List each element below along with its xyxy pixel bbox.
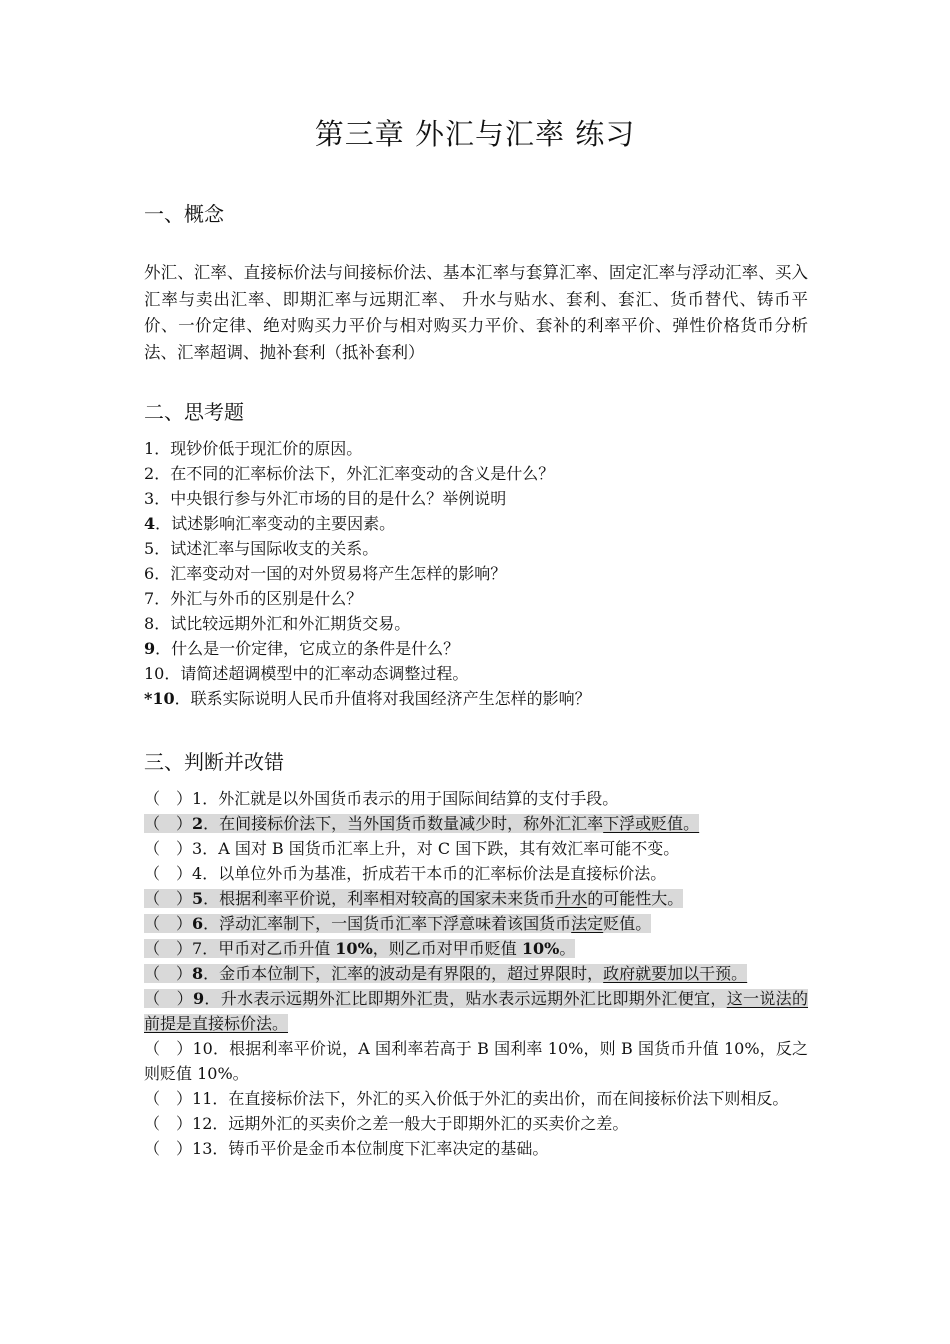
list-item	[144, 486, 808, 511]
list-item	[144, 661, 808, 686]
answer-bracket: （ ）	[144, 914, 193, 933]
list-item	[144, 886, 808, 911]
item-text-tail: 。	[559, 939, 576, 958]
list-item	[144, 511, 808, 536]
item-number: 8	[192, 964, 204, 983]
item-text: ．试比较远期外汇和外汇期货交易。	[154, 614, 411, 633]
item-number: 8	[144, 614, 155, 633]
list-item	[144, 561, 808, 586]
item-number: 2	[192, 814, 204, 833]
percent-value: 10%	[521, 939, 560, 958]
list-item	[144, 586, 808, 611]
list-item	[144, 786, 808, 811]
item-text: ．试述汇率与国际收支的关系。	[154, 539, 379, 558]
item-text: ．根据利率平价说，A 国利率若高于 B 国利率 10%，则 B 国货币升值 10%，反之则贬值 10%。	[144, 1039, 808, 1083]
list-item	[144, 986, 808, 1036]
item-number: 7	[144, 589, 155, 608]
list-item	[144, 861, 808, 886]
list-item	[144, 1036, 808, 1086]
underlined-error: 法定	[571, 914, 604, 933]
item-text-mid: ，则乙币对甲币贬值	[372, 939, 522, 958]
item-number: 13	[192, 1139, 213, 1158]
item-number: 12	[192, 1114, 213, 1133]
item-number: 10	[192, 1039, 213, 1058]
judgement-list	[144, 786, 808, 1161]
item-text: ．在直接标价法下，外汇的买入价低于外汇的卖出价，而在间接标价法下则相反。	[212, 1089, 789, 1108]
item-number: 6	[144, 564, 155, 583]
underlined-error: 政府就要加以干预。	[603, 964, 748, 983]
answer-bracket: （ ）	[144, 839, 193, 858]
percent-value: 10%	[335, 939, 373, 958]
item-number: 5	[144, 539, 155, 558]
item-text: ．甲币对乙币升值	[202, 939, 336, 958]
item-text-tail: 贬值。	[603, 914, 652, 933]
list-item	[144, 1136, 808, 1161]
item-text: ．在不同的汇率标价法下，外汇汇率变动的含义是什么？	[154, 464, 555, 483]
concepts-paragraph: 外汇、汇率、直接标价法与间接标价法、基本汇率与套算汇率、固定汇率与浮动汇率、买入汇率与卖出汇率、即期汇率与远期汇率、 升水与贴水、套利、套汇、货币替代、铸币平价、一价定律、绝对购买力平价与相对购买力平价、套补的利率平价、弹性价格货币分析法、汇率超调、抛补套利（抵补套利）	[144, 263, 808, 362]
answer-bracket: （ ）	[144, 1139, 193, 1158]
answer-bracket: （ ）	[144, 789, 193, 808]
item-number: 3	[192, 839, 203, 858]
item-text: ．外汇就是以外国货币表示的用于国际间结算的支付手段。	[202, 789, 619, 808]
questions-list	[144, 436, 808, 711]
item-number: *10	[144, 689, 175, 708]
item-number: 10	[144, 664, 165, 683]
item-number: 11	[192, 1089, 213, 1108]
item-number: 5	[192, 889, 204, 908]
list-item	[144, 936, 808, 961]
item-text: ．远期外汇的买卖价之差一般大于即期外汇的买卖价之差。	[212, 1114, 629, 1133]
list-item	[144, 1086, 808, 1111]
item-text: ．升水表示远期外汇比即期外汇贵，贴水表示远期外汇比即期外汇便宜，	[204, 989, 727, 1008]
list-item	[144, 836, 808, 861]
answer-bracket: （ ）	[144, 1039, 193, 1058]
item-number: 1	[144, 439, 155, 458]
section-heading-judgement: 三、判断并改错	[144, 750, 284, 774]
item-number: 2	[144, 464, 155, 483]
item-text: ．外汇与外币的区别是什么？	[154, 589, 363, 608]
item-number: 7	[192, 939, 203, 958]
answer-bracket: （ ）	[144, 1089, 193, 1108]
item-text: ．根据利率平价说，利率相对较高的国家未来货币	[203, 889, 556, 908]
list-item	[144, 686, 808, 711]
item-text: ．以单位外币为基准，折成若干本币的汇率标价法是直接标价法。	[202, 864, 667, 883]
item-text-tail: 的可能性大。	[587, 889, 684, 908]
item-text: ．中央银行参与外汇市场的目的是什么？举例说明	[154, 489, 507, 508]
item-number: 4	[144, 514, 156, 533]
item-number: 6	[192, 914, 204, 933]
list-item	[144, 461, 808, 486]
underlined-error: 下浮或贬值。	[603, 814, 700, 833]
answer-bracket: （ ）	[144, 1114, 193, 1133]
list-item	[144, 611, 808, 636]
section-heading-concepts: 一、概念	[144, 202, 224, 226]
answer-bracket: （ ）	[144, 964, 193, 983]
page-title: 第三章 外汇与汇率 练习	[314, 117, 636, 151]
section-heading-questions: 二、思考题	[144, 400, 244, 424]
item-text: ．铸币平价是金币本位制度下汇率决定的基础。	[212, 1139, 549, 1158]
item-number: 3	[144, 489, 155, 508]
item-text: ．汇率变动对一国的对外贸易将产生怎样的影响？	[154, 564, 507, 583]
list-item	[144, 436, 808, 461]
list-item	[144, 636, 808, 661]
item-text: ．在间接标价法下，当外国货币数量减少时，称外汇汇率	[203, 814, 604, 833]
list-item	[144, 536, 808, 561]
answer-bracket: （ ）	[144, 939, 193, 958]
item-text: ．联系实际说明人民币升值将对我国经济产生怎样的影响？	[174, 689, 591, 708]
list-item	[144, 911, 808, 936]
item-number: 4	[192, 864, 203, 883]
list-item	[144, 811, 808, 836]
list-item	[144, 1111, 808, 1136]
item-text: ．金币本位制下，汇率的波动是有界限的，超过界限时，	[203, 964, 604, 983]
item-text: ．什么是一价定律，它成立的条件是什么？	[155, 639, 460, 658]
item-number: 1	[192, 789, 203, 808]
answer-bracket: （ ）	[144, 889, 193, 908]
item-text: ．试述影响汇率变动的主要因素。	[155, 514, 396, 533]
item-text: ．请简述超调模型中的汇率动态调整过程。	[164, 664, 469, 683]
answer-bracket: （ ）	[144, 864, 193, 883]
item-number: 9	[144, 639, 156, 658]
answer-bracket: （ ）	[144, 989, 193, 1008]
item-number: 9	[192, 989, 205, 1008]
item-text: ．A 国对 B 国货币汇率上升，对 C 国下跌，其有效汇率可能不变。	[202, 839, 680, 858]
item-text: ．现钞价低于现汇价的原因。	[154, 439, 363, 458]
list-item	[144, 961, 808, 986]
underlined-error: 升水	[555, 889, 588, 908]
answer-bracket: （ ）	[144, 814, 193, 833]
item-text: ．浮动汇率制下，一国货币汇率下浮意味着该国货币	[203, 914, 572, 933]
underlined-error: 这一说法的前提是直接标价法。	[144, 989, 808, 1033]
